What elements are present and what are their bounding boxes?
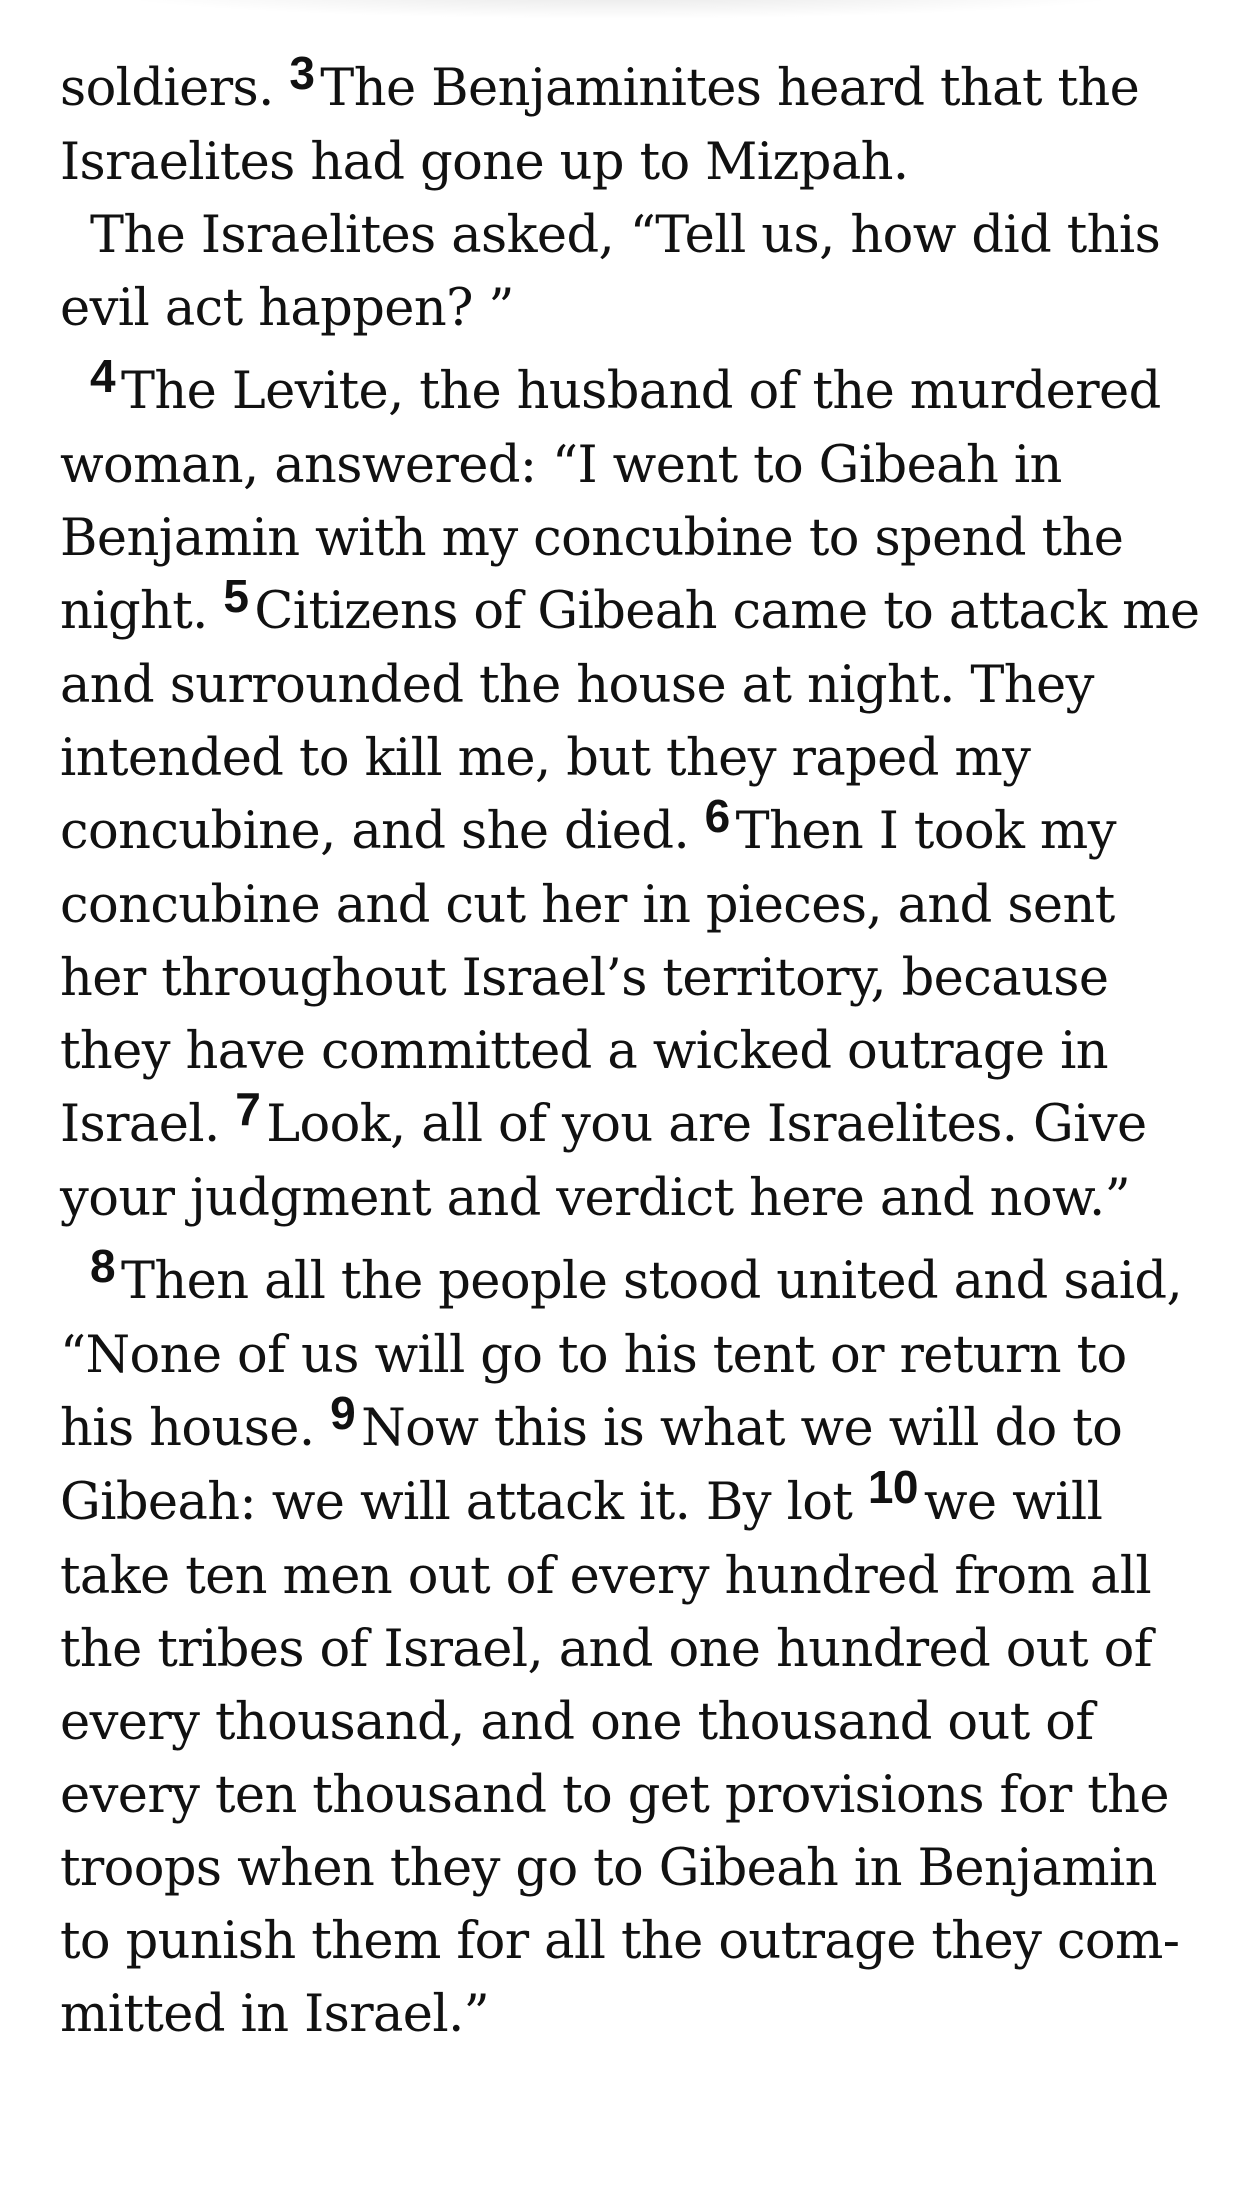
paragraph [60, 199, 1200, 345]
reader-page[interactable] [60, 47, 1200, 2051]
verse-text: Then I took my concubine and cut her in pieces, and sent her throughout Israel’s territory, because they have committed a wicked outrage in Israel. [60, 802, 1116, 1154]
verse-number[interactable]: 7 [235, 1083, 261, 1135]
verse-text: we will take ten men out of every hundred from all the tribes of Israel, and one hundred out of every thousand, and one thousand out of every ten thousand to get provisions for the troops when they go to Gibeah in Benjamin to punish them for all the outrage they committed in Israel.” [60, 1473, 1181, 2044]
top-edge-shadow [0, 0, 1242, 24]
verse-number[interactable]: 8 [90, 1240, 115, 1292]
verse-text: soldiers. [60, 59, 290, 118]
paragraph [60, 47, 1200, 199]
verse-number[interactable]: 4 [90, 350, 115, 402]
verse-number[interactable]: 9 [330, 1387, 356, 1439]
verse-text: Citizens of Gibeah came to attack me and surrounded the house at night. They intended to kill me, but they raped my concubine, and she died. [60, 582, 1200, 861]
verse-text: Look, all of you are Israelites. Give your judgment and verdict here and now.” [60, 1095, 1147, 1228]
verse-number[interactable]: 10 [867, 1461, 918, 1513]
paragraph [60, 1240, 1200, 2051]
verse-text: The Levite, the husband of the murdered woman, answered: “I went to Gibeah in Benjamin with my concubine to spend the night. [60, 362, 1161, 641]
verse-number[interactable]: 5 [223, 570, 249, 622]
verse-text: Then all the people stood united and said, “None of us will go to his tent or return to his house. [60, 1252, 1183, 1458]
verse-text: The Benjaminites heard that the Israelites had gone up to Mizpah. [60, 59, 1140, 192]
paragraph [60, 350, 1200, 1235]
verse-text: The Israelites asked, “Tell us, how did this evil act happen? ” [60, 206, 1161, 338]
verse-text: Now this is what we will do to Gibeah: we will attack it. By lot [60, 1399, 1123, 1532]
verse-number[interactable]: 3 [289, 47, 315, 99]
verse-number[interactable]: 6 [704, 790, 730, 842]
